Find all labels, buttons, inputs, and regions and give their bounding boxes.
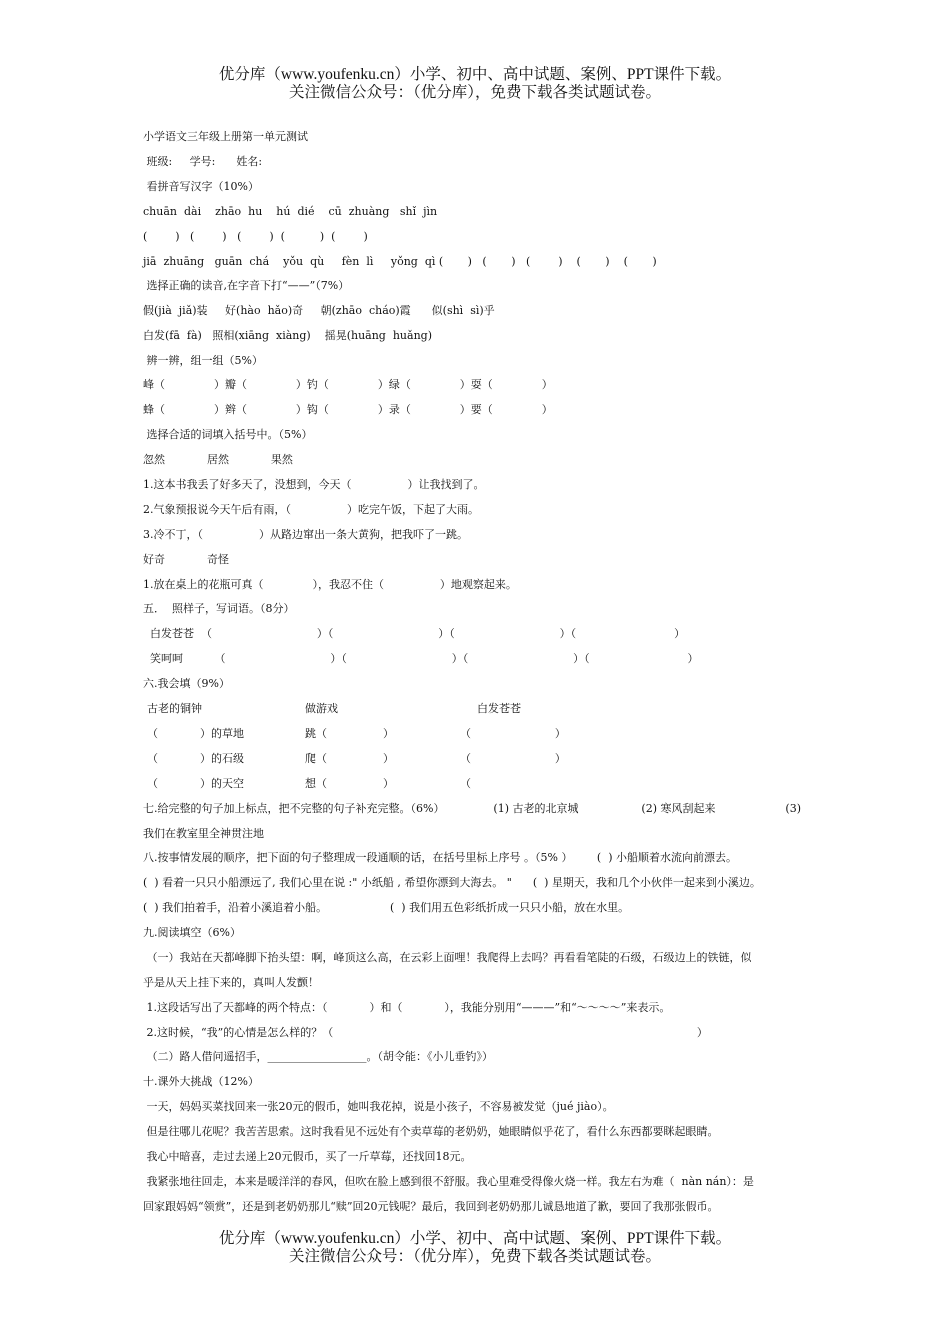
story-para-4b: 回家跟妈妈“领赏”，还是到老奶奶那儿“赎”回20元钱呢？最后，我回到老奶奶那儿诚恳地道了歉，要回了我那张假币。 (143, 1200, 719, 1213)
pattern-line-2: 笑呵呵 （ ）（ ）（ ）（ ） (143, 652, 699, 665)
fill-table-cell: 想（ ） (305, 777, 394, 790)
doc-title: 小学语文三年级上册第一单元测试 (143, 130, 308, 143)
story-para-3: 我心中暗喜，走过去递上20元假币，买了一斤草莓，还找回18元。 (143, 1150, 472, 1163)
story-para-2: 但是往哪儿花呢？我苦苦思索。这时我看见不远处有个卖草莓的老奶奶，她眼睛似乎花了，看什么东西都要眯起眼睛。 (143, 1125, 719, 1138)
fill-table-cell: （ ）的草地 (147, 727, 244, 740)
section-8-line-2: ( ) 看着一只只小船漂远了, 我们心里在说 :" 小纸船 , 希望你漂到大海去。 " ( ) 星期天，我和几个小伙伴一起来到小溪边。 (143, 876, 761, 889)
header-line-2: 关注微信公众号：（优分库），免费下载各类试题试卷。 (288, 84, 661, 101)
section-4-title: 选择合适的词填入括号中。（5%） (143, 428, 313, 441)
page-header (0, 66, 950, 102)
fill-table-cell: （ ） (460, 727, 566, 740)
header-line-1: 优分库（www.youfenku.cn）小学、初中、高中试题、案例、PPT课件下载。 (218, 66, 732, 83)
section-3-title: 辨一辨，组一组（5%） (143, 354, 263, 367)
fill-question-3: 3.冷不丁，（ ）从路边窜出一条大黄狗，把我吓了一跳。 (143, 528, 468, 541)
word-group-line-2: 蜂（ ）辫（ ）钩（ ）录（ ）要（ ） (143, 403, 553, 416)
reading-passage-1a: （一）我站在天都峰脚下抬头望：啊，峰顶这么高，在云彩上面哩！我爬得上去吗？再看看笔陡的石级，石级边上的铁链，似 (143, 951, 752, 964)
reading-line-2: 白发(fā fà) 照相(xiāng xiàng) 摇晃(huāng huǎng) (143, 329, 432, 342)
fill-table-cell: （ ）的天空 (147, 777, 244, 790)
fill-question-1: 1.这本书我丢了好多天了，没想到，今天（ ）让我找到了。 (143, 478, 485, 491)
reading-question-2: 2.这时候，“我”的心情是怎么样的？（ ） (143, 1026, 708, 1039)
blank-row-1: ( ) ( ) ( ) ( ) ( ) (143, 230, 368, 243)
section-7-line-1: 七.给完整的句子加上标点，把不完整的句子补充完整。（6%） (1) 古老的北京城 (2) 寒风刮起来 (3) (143, 802, 802, 815)
page-footer (0, 1230, 950, 1266)
pinyin-row-1: chuān dài zhāo hu hú dié cū zhuàng shǐ jìn (143, 205, 438, 218)
student-info: 班级: 学号: 姓名: (143, 155, 263, 168)
fill-question-2: 2.气象预报说今天午后有雨，（ ）吃完午饭，下起了大雨。 (143, 503, 479, 516)
fill-table-cell: （ (460, 777, 471, 790)
story-para-4a: 我紧张地往回走，本来是暖洋洋的春风，但吹在脸上感到很不舒服。我心里难受得像火烧一样。我左右为难（ nàn nán）：是 (143, 1175, 754, 1188)
fill-table-cell: 爬（ ） (305, 752, 394, 765)
fill-table-cell: （ ） (460, 752, 566, 765)
footer-line-1: 优分库（www.youfenku.cn）小学、初中、高中试题、案例、PPT课件下载。 (218, 1230, 732, 1247)
word-choices-1: 忽然 居然 果然 (143, 453, 293, 466)
fill-table-cell: 跳（ ） (305, 727, 394, 740)
fill-table-head: 做游戏 (305, 702, 338, 715)
story-para-1: 一天，妈妈买菜找回来一张20元的假币，她叫我花掉，说是小孩子，不容易被发觉（jué jiào）。 (143, 1100, 614, 1113)
section-7-line-2: 我们在教室里全神贯注地 (143, 827, 264, 840)
section-6-title: 六.我会填（9%） (143, 677, 230, 690)
section-5-title: 五． 照样子，写词语。（8分） (143, 602, 295, 615)
pattern-line-1: 白发苍苍 （ ）（ ）（ ）（ ） (143, 627, 686, 640)
reading-passage-1b: 乎是从天上挂下来的，真叫人发颤！ (143, 976, 319, 989)
fill-table-head: 古老的铜钟 (147, 702, 202, 715)
fill-table-cell: （ ）的石级 (147, 752, 244, 765)
section-9-title: 九.阅读填空（6%） (143, 926, 241, 939)
section-10-title: 十.课外大挑战（12%） (143, 1075, 259, 1088)
section-1-title: 看拼音写汉字（10%） (143, 180, 259, 193)
section-8-line-1: 八.按事情发展的顺序，把下面的句子整理成一段通顺的话，在括号里标上序号 。（5% ） ( ) 小船顺着水流向前漂去。 (143, 851, 737, 864)
fill-table-head: 白发苍苍 (477, 702, 521, 715)
reading-passage-2: （二）路人借问遥招手，__________________。（胡令能：《小儿垂钓》） (143, 1050, 493, 1063)
section-8-line-3: ( ) 我们拍着手，沿着小溪追着小船。 ( ) 我们用五色彩纸折成一只只小船，放在水里。 (143, 901, 630, 914)
fill-question-4: 1.放在桌上的花瓶可真（ ），我忍不住（ ）地观察起来。 (143, 578, 517, 591)
word-choices-2: 好奇 奇怪 (143, 553, 229, 566)
footer-line-2: 关注微信公众号：（优分库），免费下载各类试题试卷。 (288, 1248, 661, 1265)
pinyin-row-2: jiā zhuāng guān chá yǒu qù fèn lì yǒng qì ( ) ( ) ( ) ( ) ( ) (143, 255, 657, 268)
section-2-title: 选择正确的读音,在字音下打“——”（7%） (143, 279, 350, 292)
reading-line-1: 假(jià jiǎ)装 好(hào hǎo)奇 朝(zhāo cháo)霞 似(shì sì)乎 (143, 304, 495, 317)
reading-question-1: 1.这段话写出了天都峰的两个特点：（ ）和（ ），我能分别用“———”和“～～～～”来表示。 (143, 1001, 671, 1014)
word-group-line-1: 峰（ ）瓣（ ）钓（ ）绿（ ）耍（ ） (143, 378, 553, 391)
